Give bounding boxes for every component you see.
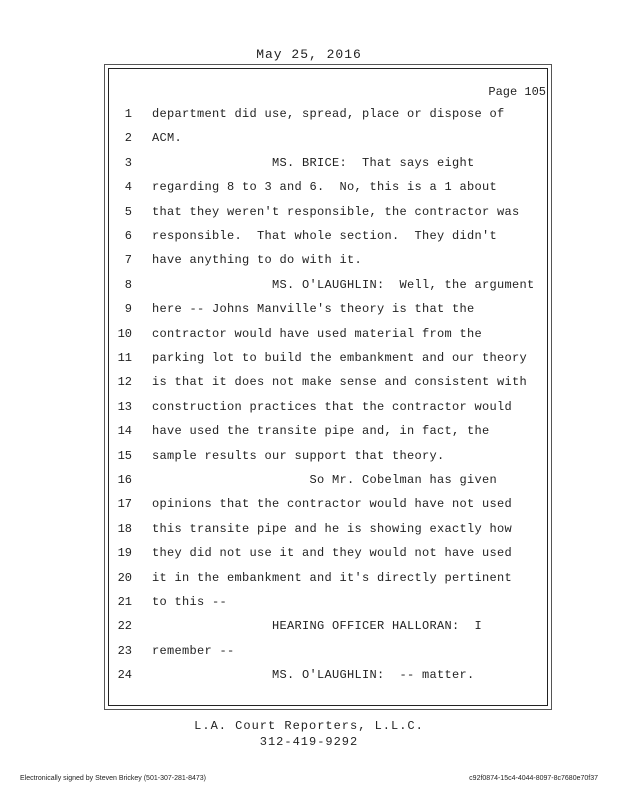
page-date: May 25, 2016 bbox=[256, 47, 362, 62]
line-number: 6 bbox=[124, 229, 132, 243]
page-number: Page 105 bbox=[488, 85, 546, 99]
transcript-line: contractor would have used material from the bbox=[152, 327, 483, 341]
line-number: 24 bbox=[117, 668, 132, 682]
transcript-line: here -- Johns Manville's theory is that the bbox=[152, 302, 475, 316]
line-number: 11 bbox=[117, 351, 132, 365]
line-number: 23 bbox=[117, 644, 132, 658]
line-number: 9 bbox=[124, 302, 132, 316]
line-number: 4 bbox=[124, 180, 132, 194]
transcript-line: ACM. bbox=[152, 131, 183, 145]
signature-left: Electronically signed by Steven Brickey (501-307-281-8473) bbox=[20, 775, 206, 782]
transcript-line: this transite pipe and he is showing exactly how bbox=[152, 522, 513, 536]
line-number: 1 bbox=[124, 107, 132, 121]
signature-right: c92f0874-15c4-4044-8097-8c7680e70f37 bbox=[469, 775, 598, 782]
line-number: 12 bbox=[117, 375, 132, 389]
transcript-line: MS. O'LAUGHLIN: -- matter. bbox=[152, 668, 475, 682]
line-number: 5 bbox=[124, 205, 132, 219]
line-number: 16 bbox=[117, 473, 132, 487]
transcript-line: to this -- bbox=[152, 595, 228, 609]
line-number: 13 bbox=[117, 400, 132, 414]
transcript-line: have anything to do with it. bbox=[152, 253, 363, 267]
transcript-line: construction practices that the contractor would bbox=[152, 400, 513, 414]
transcript-line: remember -- bbox=[152, 644, 235, 658]
line-number: 17 bbox=[117, 497, 132, 511]
line-number: 2 bbox=[124, 131, 132, 145]
line-number: 21 bbox=[117, 595, 132, 609]
line-number: 20 bbox=[117, 571, 132, 585]
line-number: 7 bbox=[124, 253, 132, 267]
line-number: 22 bbox=[117, 619, 132, 633]
transcript-line: have used the transite pipe and, in fact, the bbox=[152, 424, 490, 438]
line-number: 15 bbox=[117, 449, 132, 463]
line-number: 18 bbox=[117, 522, 132, 536]
transcript-line: is that it does not make sense and consistent with bbox=[152, 375, 528, 389]
line-number: 14 bbox=[117, 424, 132, 438]
transcript-line: responsible. That whole section. They didn't bbox=[152, 229, 498, 243]
footer-company: L.A. Court Reporters, L.L.C. bbox=[194, 719, 424, 733]
transcript-line: department did use, spread, place or dispose of bbox=[152, 107, 505, 121]
line-number: 3 bbox=[124, 156, 132, 170]
transcript-line: MS. O'LAUGHLIN: Well, the argument bbox=[152, 278, 535, 292]
transcript-line: that they weren't responsible, the contractor was bbox=[152, 205, 520, 219]
line-number: 19 bbox=[117, 546, 132, 560]
transcript-line: MS. BRICE: That says eight bbox=[152, 156, 475, 170]
transcript-line: regarding 8 to 3 and 6. No, this is a 1 about bbox=[152, 180, 498, 194]
line-number: 8 bbox=[124, 278, 132, 292]
transcript-line: So Mr. Cobelman has given bbox=[152, 473, 498, 487]
footer bbox=[0, 718, 618, 750]
transcript-line: it in the embankment and it's directly pertinent bbox=[152, 571, 513, 585]
line-number: 10 bbox=[117, 327, 132, 341]
transcript-line: opinions that the contractor would have not used bbox=[152, 497, 513, 511]
footer-phone: 312-419-9292 bbox=[259, 735, 359, 749]
transcript-line: they did not use it and they would not have used bbox=[152, 546, 513, 560]
transcript-line: parking lot to build the embankment and our theory bbox=[152, 351, 528, 365]
transcript-line: HEARING OFFICER HALLORAN: I bbox=[152, 619, 483, 633]
transcript-line: sample results our support that theory. bbox=[152, 449, 445, 463]
